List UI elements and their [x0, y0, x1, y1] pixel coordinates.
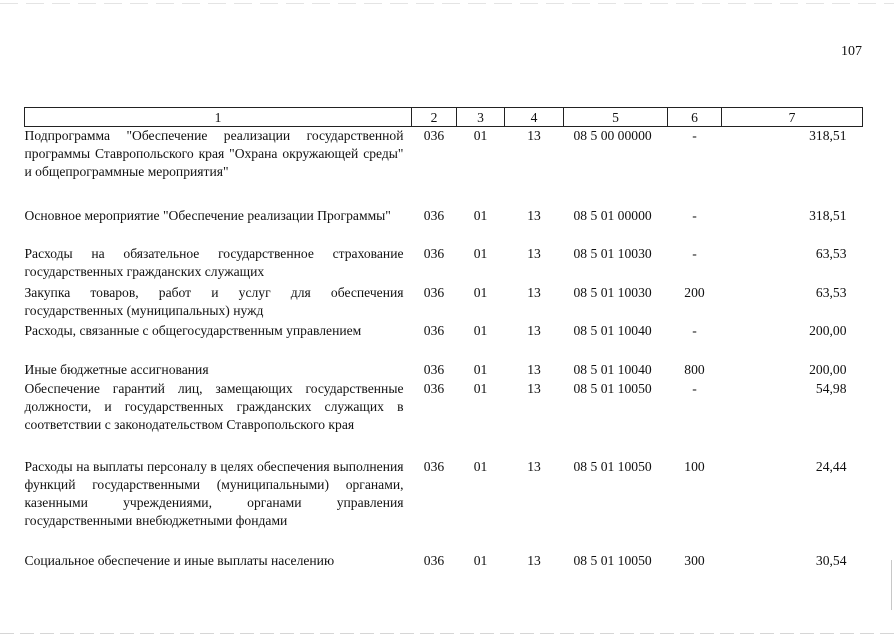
row-expense-type: 100	[684, 458, 705, 474]
row-name: Обеспечение гарантий лиц, замещающих государственные должности, и государственных гражданских служащих в соответствии с законодательством Ставропольского края	[24, 380, 404, 432]
row-subsection: 13	[527, 552, 541, 568]
scan-edge-right	[891, 560, 892, 610]
row-target-article: 08 5 01 10050	[573, 380, 652, 396]
row-subsection: 13	[527, 245, 541, 261]
row-name: Расходы на обязательное государственное страхование государственных гражданских служащих	[24, 245, 404, 279]
row-subsection: 13	[527, 207, 541, 223]
row-name: Социальное обеспечение и иные выплаты населению	[24, 552, 335, 568]
row-name: Иные бюджетные ассигнования	[24, 361, 209, 377]
row-name: Расходы, связанные с общегосударственным управлением	[24, 322, 362, 338]
row-expense-type: -	[692, 245, 697, 261]
header-col-1: 1	[25, 108, 412, 127]
row-expense-type: -	[692, 128, 697, 143]
budget-table	[24, 107, 863, 572]
row-section: 01	[473, 552, 488, 568]
row-ministry-code: 036	[423, 207, 445, 223]
table-row	[25, 245, 863, 284]
header-col-7: 7	[722, 108, 863, 127]
row-ministry-code: 036	[423, 128, 445, 143]
table-row	[25, 127, 863, 207]
row-subsection: 13	[527, 361, 541, 377]
header-row	[25, 108, 863, 127]
row-expense-type: -	[692, 322, 697, 338]
row-target-article: 08 5 01 10050	[573, 458, 652, 474]
table-row	[25, 361, 863, 380]
header-col-3: 3	[457, 108, 505, 127]
row-section: 01	[473, 380, 488, 396]
header-col-5: 5	[564, 108, 668, 127]
row-amount: 54,98	[815, 380, 847, 396]
row-section: 01	[473, 361, 488, 377]
row-subsection: 13	[527, 380, 541, 396]
scan-edge-top	[0, 3, 894, 4]
row-section: 01	[473, 245, 488, 261]
row-section: 01	[473, 207, 488, 223]
row-amount: 200,00	[809, 322, 847, 338]
row-target-article: 08 5 01 10050	[573, 552, 652, 568]
row-ministry-code: 036	[423, 361, 445, 377]
header-col-2: 2	[412, 108, 457, 127]
row-target-article: 08 5 01 00000	[573, 207, 652, 223]
row-expense-type: -	[692, 207, 697, 223]
row-subsection: 13	[527, 322, 541, 338]
row-expense-type: 300	[684, 552, 705, 568]
row-subsection: 13	[527, 284, 541, 300]
row-ministry-code: 036	[423, 552, 445, 568]
scan-edge-bottom	[0, 633, 894, 634]
row-target-article: 08 5 01 10040	[573, 322, 652, 338]
row-amount: 200,00	[809, 361, 847, 377]
row-target-article: 08 5 01 10030	[573, 284, 652, 300]
row-expense-type: -	[692, 380, 697, 396]
row-amount: 63,53	[815, 245, 847, 261]
row-amount: 30,54	[815, 552, 847, 568]
row-section: 01	[473, 128, 488, 143]
row-ministry-code: 036	[423, 322, 445, 338]
header-col-6: 6	[668, 108, 722, 127]
row-target-article: 08 5 01 10040	[573, 361, 652, 377]
row-expense-type: 800	[684, 361, 705, 377]
table-row	[25, 552, 863, 572]
row-amount: 24,44	[815, 458, 847, 474]
table-row	[25, 380, 863, 458]
row-amount: 63,53	[815, 284, 847, 300]
row-ministry-code: 036	[423, 284, 445, 300]
row-section: 01	[473, 458, 488, 474]
header-col-4: 4	[505, 108, 564, 127]
row-ministry-code: 036	[423, 380, 445, 396]
row-amount: 318,51	[809, 128, 847, 143]
row-name: Расходы на выплаты персоналу в целях обеспечения выполнения функций государственными (муниципальными) органами, казенными учреждениями, органами управления государственными внебюджетными фондами	[24, 458, 404, 528]
row-expense-type: 200	[684, 284, 705, 300]
table-row	[25, 322, 863, 361]
row-target-article: 08 5 00 00000	[573, 128, 652, 143]
row-section: 01	[473, 284, 488, 300]
row-ministry-code: 036	[423, 245, 445, 261]
row-amount: 318,51	[809, 207, 847, 223]
row-name: Основное мероприятие "Обеспечение реализации Программы"	[24, 207, 391, 223]
row-subsection: 13	[527, 458, 541, 474]
row-subsection: 13	[527, 128, 541, 143]
table-row	[25, 458, 863, 552]
row-ministry-code: 036	[423, 458, 445, 474]
table-row	[25, 207, 863, 245]
row-name: Закупка товаров, работ и услуг для обеспечения государственных (муниципальных) нужд	[24, 284, 404, 318]
row-section: 01	[473, 322, 488, 338]
page-number: 107	[841, 44, 862, 59]
row-target-article: 08 5 01 10030	[573, 245, 652, 261]
row-name: Подпрограмма "Обеспечение реализации государственной программы Ставропольского края "Охрана окружающей среды" и общепрограммные мероприятия"	[24, 128, 404, 179]
table-row	[25, 284, 863, 322]
